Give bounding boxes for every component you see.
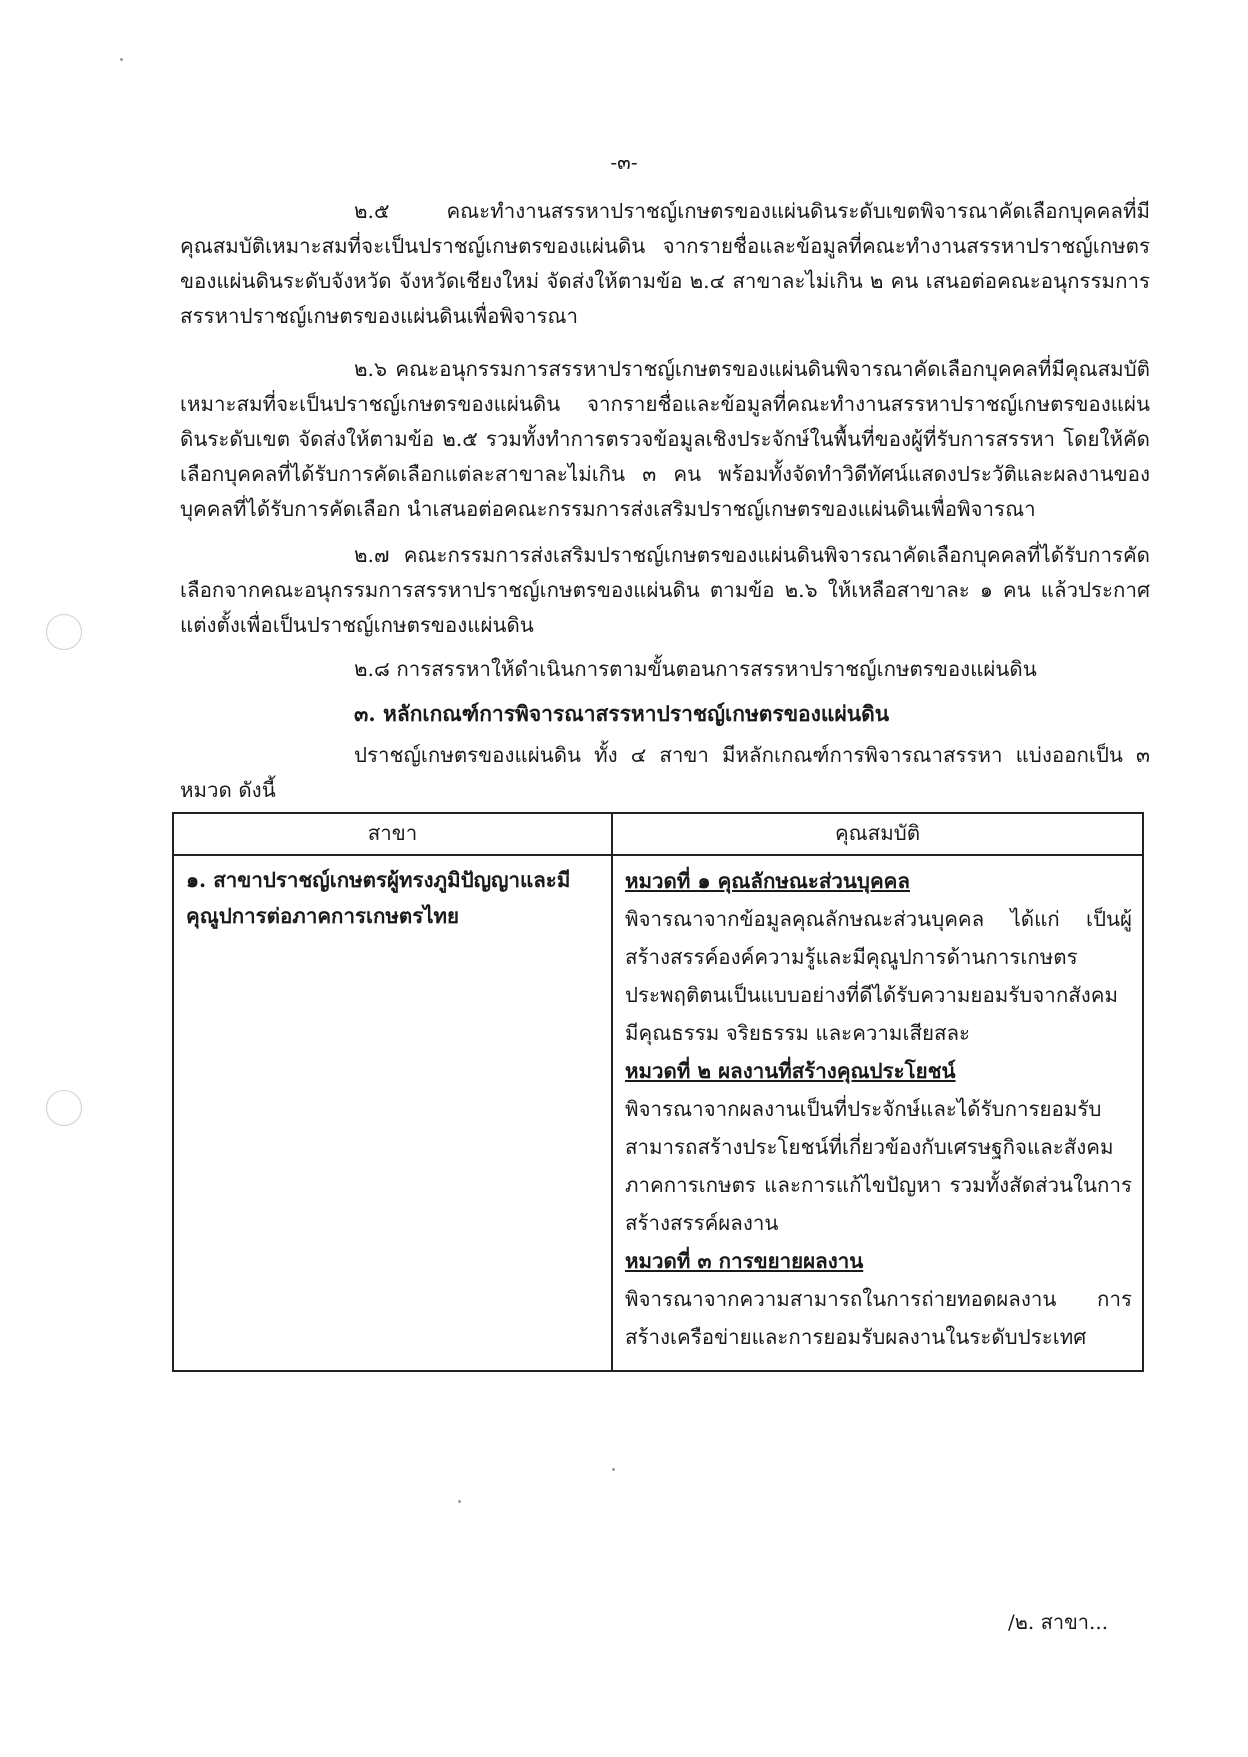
punch-hole — [46, 614, 82, 650]
category-2-body: พิจารณาจากผลงานเป็นที่ประจักษ์และได้รับการยอมรับ สามารถสร้างประโยชน์ที่เกี่ยวข้องกับเศรษฐกิจและสังคมภาคการเกษตร และการแก้ไขปัญหา รวมทั้งสัดส่วนในการสร้างสรรค์ผลงาน — [625, 1097, 1132, 1235]
paragraph-2-6: ๒.๖ คณะอนุกรรมการสรรหาปราชญ์เกษตรของแผ่นดินพิจารณาคัดเลือกบุคคลที่มีคุณสมบัติเหมาะสมที่จะเป็นปราชญ์เกษตรของแผ่นดิน จากรายชื่อและข้อมูลที่คณะทำงานสรรหาปราชญ์เกษตรของแผ่นดินระดับเขต จัดส่งให้ตามข้อ ๒.๕ รวมทั้งทำการตรวจข้อมูลเชิงประจักษ์ในพื้นที่ของผู้ที่รับการสรรหา โดยให้คัดเลือกบุคคลที่ได้รับการคัดเลือกแต่ละสาขาละไม่เกิน ๓ คน พร้อมทั้งจัดทำวิดีทัศน์แสดงประวัติและผลงานของบุคคลที่ได้รับการคัดเลือก นำเสนอต่อคณะกรรมการส่งเสริมปราชญ์เกษตรของแผ่นดินเพื่อพิจารณา — [180, 357, 1150, 521]
branch-cell — [173, 855, 612, 1371]
paragraph-2-8: ๒.๘ การสรรหาให้ดำเนินการตามขั้นตอนการสรรหาปราชญ์เกษตรของแผ่นดิน — [354, 657, 1037, 681]
scan-speck — [612, 1468, 615, 1471]
punch-hole — [46, 1090, 82, 1126]
header-branch: สาขา — [173, 813, 612, 855]
criteria-table — [172, 812, 1144, 1372]
category-3-body: พิจารณาจากความสามารถในการถ่ายทอดผลงาน การสร้างเครือข่ายและการยอมรับผลงานในระดับประเทศ — [625, 1287, 1132, 1349]
category-1-body: พิจารณาจากข้อมูลคุณลักษณะส่วนบุคคล ได้แก่ เป็นผู้สร้างสรรค์องค์ความรู้และมีคุณูปการด้านการเกษตร ประพฤติตนเป็นแบบอย่างที่ดีได้รับความยอมรับจากสังคม มีคุณธรรม จริยธรรม และความเสียสละ — [625, 907, 1132, 1045]
scan-speck — [120, 58, 123, 61]
paragraph-2-7: ๒.๗ คณะกรรมการส่งเสริมปราชญ์เกษตรของแผ่นดินพิจารณาคัดเลือกบุคคลที่ได้รับการคัดเลือกจากคณะอนุกรรมการสรรหาปราชญ์เกษตรของแผ่นดิน ตามข้อ ๒.๖ ให้เหลือสาขาละ ๑ คน แล้วประกาศแต่งตั้งเพื่อเป็นปราชญ์เกษตรของแผ่นดิน — [180, 543, 1150, 637]
scan-speck — [458, 1500, 461, 1503]
qualifications-cell — [612, 855, 1143, 1371]
table-row — [173, 855, 1143, 1371]
paragraph-2-5: ๒.๕ คณะทำงานสรรหาปราชญ์เกษตรของแผ่นดินระดับเขตพิจารณาคัดเลือกบุคคลที่มีคุณสมบัติเหมาะสมที่จะเป็นปราชญ์เกษตรของแผ่นดิน จากรายชื่อและข้อมูลที่คณะทำงานสรรหาปราชญ์เกษตรของแผ่นดินระดับจังหวัด จังหวัดเชียงใหม่ จัดส่งให้ตามข้อ ๒.๔ สาขาละไม่เกิน ๒ คน เสนอต่อคณะอนุกรรมการสรรหาปราชญ์เกษตรของแผ่นดินเพื่อพิจารณา — [180, 199, 1150, 328]
branch-name: ๑. สาขาปราชญ์เกษตรผู้ทรงภูมิปัญญาและมีคุณูปการต่อภาคการเกษตรไทย — [186, 868, 571, 928]
category-2-title: หมวดที่ ๒ ผลงานที่สร้างคุณประโยชน์ — [625, 1059, 956, 1083]
header-qualifications: คุณสมบัติ — [612, 813, 1143, 855]
section-3-heading: ๓. หลักเกณฑ์การพิจารณาสรรหาปราชญ์เกษตรของแผ่นดิน — [354, 701, 890, 726]
page-number: -๓- — [610, 150, 638, 174]
table-header-row — [173, 813, 1143, 855]
continuation-footer: /๒. สาขา... — [1008, 1610, 1109, 1634]
category-3-title: หมวดที่ ๓ การขยายผลงาน — [625, 1249, 864, 1273]
section-3-intro: ปราชญ์เกษตรของแผ่นดิน ทั้ง ๔ สาขา มีหลักเกณฑ์การพิจารณาสรรหา แบ่งออกเป็น ๓ หมวด ดังนี้ — [180, 743, 1150, 802]
category-1-title: หมวดที่ ๑ คุณลักษณะส่วนบุคคล — [625, 869, 910, 893]
